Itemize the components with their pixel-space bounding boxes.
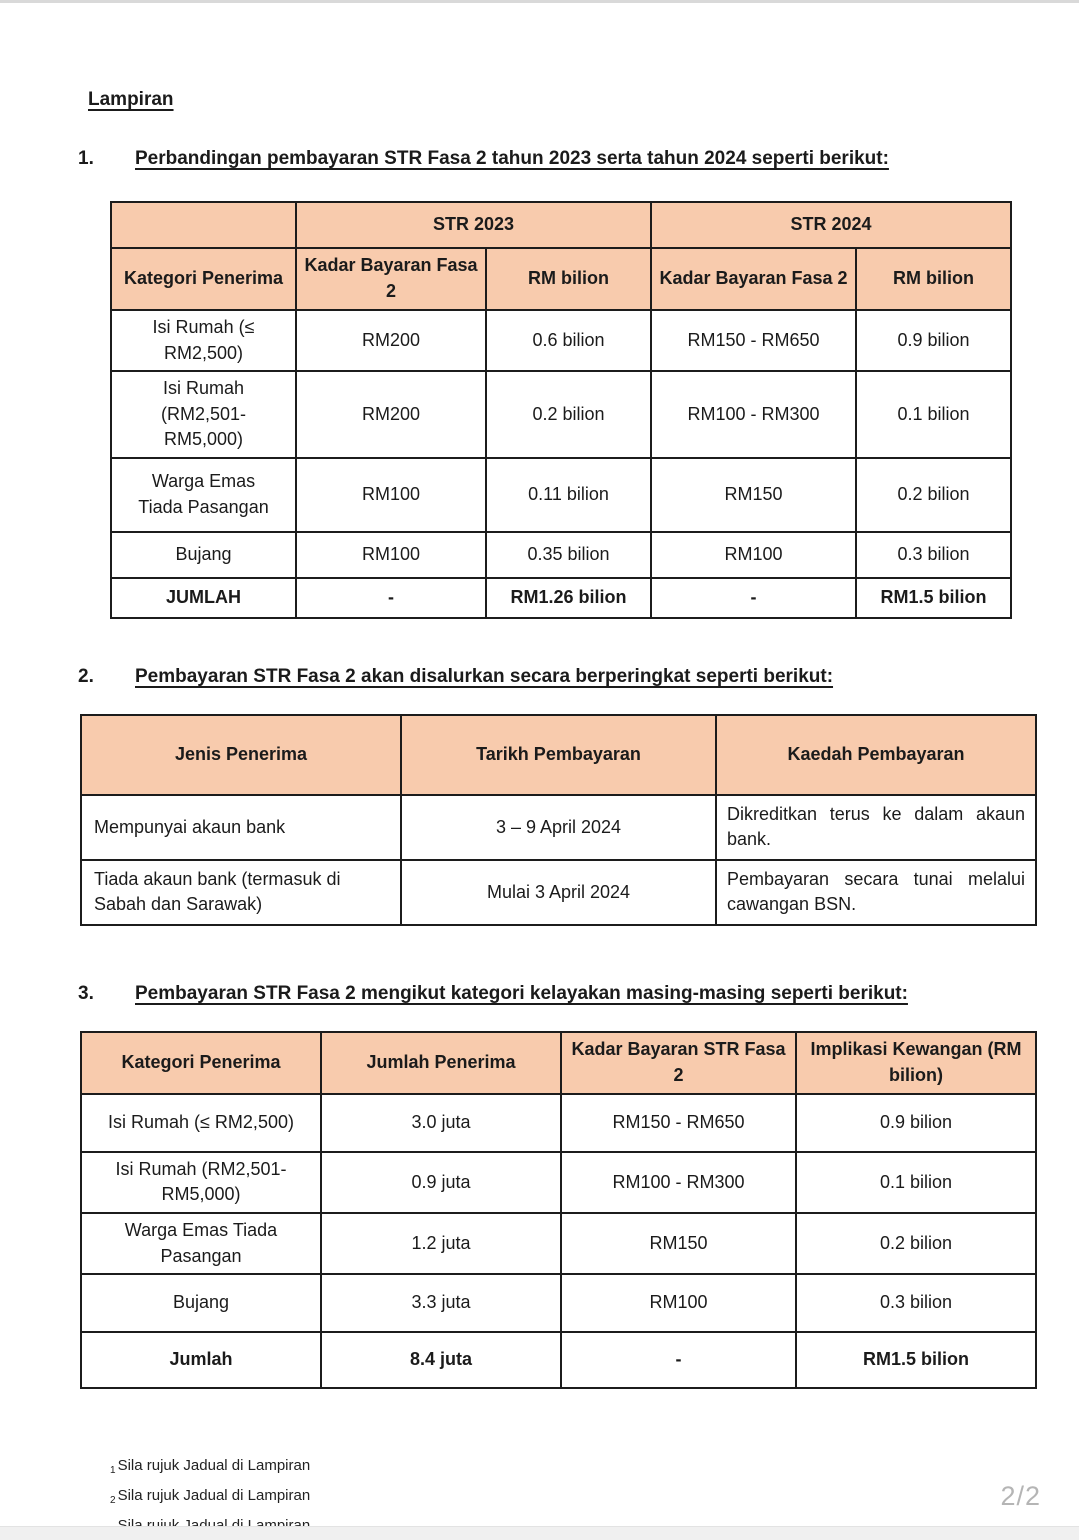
table-row <box>81 1213 1036 1274</box>
table-row <box>111 202 1011 248</box>
table-cell: RM150 - RM650 <box>561 1094 796 1152</box>
table-cell: RM100 <box>296 458 486 532</box>
table-cell: 0.9 bilion <box>856 310 1011 371</box>
table-header-cell: Tarikh Pembayaran <box>401 715 716 795</box>
section-title: Perbandingan pembayaran STR Fasa 2 tahun 2023 serta tahun 2024 seperti berikut: <box>135 148 889 169</box>
table-cell: Isi Rumah (RM2,501-RM5,000) <box>81 1152 321 1213</box>
page-bottom-edge <box>0 1526 1079 1540</box>
table-header-cell: Implikasi Kewangan (RM bilion) <box>796 1032 1036 1094</box>
table-cell: Tiada akaun bank (termasuk di Sabah dan Sarawak) <box>81 860 401 925</box>
page-number: 2/2 <box>1000 1481 1041 1511</box>
table-cell: RM150 <box>561 1213 796 1274</box>
table-cell: 0.3 bilion <box>796 1274 1036 1332</box>
section-title: Pembayaran STR Fasa 2 mengikut kategori kelayakan masing-masing seperti berikut: <box>135 982 908 1004</box>
table-cell: 0.2 bilion <box>486 371 651 458</box>
table-row <box>111 371 1011 458</box>
section-title: Pembayaran STR Fasa 2 akan disalurkan secara berperingkat seperti berikut: <box>135 665 834 687</box>
table-cell: RM150 - RM650 <box>651 310 856 371</box>
footnote <box>110 1483 1079 1513</box>
table-row <box>111 458 1011 532</box>
section-heading-1 <box>78 148 1079 170</box>
table-total-row <box>111 578 1011 618</box>
table-row <box>111 310 1011 371</box>
table-group-header: STR 2024 <box>651 202 1011 248</box>
table-header-cell: Kaedah Pembayaran <box>716 715 1036 795</box>
table-cell: 0.3 bilion <box>856 532 1011 578</box>
table-cell: Warga Emas Tiada Pasangan <box>111 458 296 532</box>
table-cell: Isi Rumah (RM2,501-RM5,000) <box>111 371 296 458</box>
table-row <box>81 1152 1036 1213</box>
table-cell: RM200 <box>296 310 486 371</box>
table-cell: Pembayaran secara tunai melalui cawangan BSN. <box>716 860 1036 925</box>
table-cell: RM150 <box>651 458 856 532</box>
section-heading-3 <box>78 983 1079 1005</box>
table-row <box>81 1032 1036 1094</box>
page-top-edge <box>0 0 1079 3</box>
table-cell: 0.1 bilion <box>856 371 1011 458</box>
table-corner-cell <box>111 202 296 248</box>
table-cell: RM100 <box>561 1274 796 1332</box>
table-cell: 1.2 juta <box>321 1213 561 1274</box>
table-header-cell: Kadar Bayaran Fasa 2 <box>651 248 856 310</box>
table-header-cell: Kategori Penerima <box>81 1032 321 1094</box>
table-row <box>81 795 1036 860</box>
table-cell: - <box>561 1332 796 1388</box>
table-header-cell: Kategori Penerima <box>111 248 296 310</box>
table-cell: 0.1 bilion <box>796 1152 1036 1213</box>
table-header-cell: Jumlah Penerima <box>321 1032 561 1094</box>
table-cell: Dikreditkan terus ke dalam akaun bank. <box>716 795 1036 860</box>
table-header-cell: Kadar Bayaran Fasa 2 <box>296 248 486 310</box>
section-number: 2. <box>78 665 94 687</box>
table-cell: 0.6 bilion <box>486 310 651 371</box>
table-cell: Mempunyai akaun bank <box>81 795 401 860</box>
table-cell: 0.2 bilion <box>856 458 1011 532</box>
footnote-marker: 2 <box>110 1495 116 1507</box>
table-cell: RM100 - RM300 <box>651 371 856 458</box>
table-cell: RM1.26 bilion <box>486 578 651 618</box>
page-title: Lampiran <box>88 89 174 110</box>
table-cell: JUMLAH <box>111 578 296 618</box>
table-row <box>81 715 1036 795</box>
section-number: 3. <box>78 982 94 1004</box>
table-cell: RM200 <box>296 371 486 458</box>
table-cell: 0.35 bilion <box>486 532 651 578</box>
table-cell: 0.2 bilion <box>796 1213 1036 1274</box>
table-cell: 8.4 juta <box>321 1332 561 1388</box>
table-total-row <box>81 1332 1036 1388</box>
table-cell: - <box>296 578 486 618</box>
table-header-cell: RM bilion <box>856 248 1011 310</box>
table-cell: RM100 <box>651 532 856 578</box>
table-cell: RM100 <box>296 532 486 578</box>
table-cell: Jumlah <box>81 1332 321 1388</box>
table-row <box>81 860 1036 925</box>
table-cell: 0.9 juta <box>321 1152 561 1213</box>
table-cell: RM1.5 bilion <box>856 578 1011 618</box>
footnote-marker: 1 <box>110 1465 116 1477</box>
table-str-comparison <box>110 201 1012 619</box>
footnote-text: Sila rujuk Jadual di Lampiran <box>117 1457 311 1475</box>
table-row <box>81 1274 1036 1332</box>
table-cell: Bujang <box>81 1274 321 1332</box>
section-heading-2 <box>78 666 1079 688</box>
table-header-cell: RM bilion <box>486 248 651 310</box>
table-header-cell: Kadar Bayaran STR Fasa 2 <box>561 1032 796 1094</box>
table-cell: Bujang <box>111 532 296 578</box>
table-cell: RM1.5 bilion <box>796 1332 1036 1388</box>
table-cell: 3 – 9 April 2024 <box>401 795 716 860</box>
footnote-text: Sila rujuk Jadual di Lampiran <box>117 1487 311 1505</box>
table-cell: 0.11 bilion <box>486 458 651 532</box>
table-cell: Isi Rumah (≤ RM2,500) <box>81 1094 321 1152</box>
table-cell: - <box>651 578 856 618</box>
table-row <box>111 532 1011 578</box>
table-row <box>81 1094 1036 1152</box>
table-row <box>111 248 1011 310</box>
table-cell: 0.9 bilion <box>796 1094 1036 1152</box>
table-cell: Warga Emas Tiada Pasangan <box>81 1213 321 1274</box>
table-cell: Mulai 3 April 2024 <box>401 860 716 925</box>
table-group-header: STR 2023 <box>296 202 651 248</box>
section-number: 1. <box>78 148 94 169</box>
table-cell: RM100 - RM300 <box>561 1152 796 1213</box>
table-payment-schedule <box>80 714 1037 926</box>
table-category-breakdown <box>80 1031 1037 1389</box>
footnote <box>110 1453 1079 1483</box>
table-cell: Isi Rumah (≤ RM2,500) <box>111 310 296 371</box>
table-cell: 3.0 juta <box>321 1094 561 1152</box>
table-cell: 3.3 juta <box>321 1274 561 1332</box>
table-header-cell: Jenis Penerima <box>81 715 401 795</box>
